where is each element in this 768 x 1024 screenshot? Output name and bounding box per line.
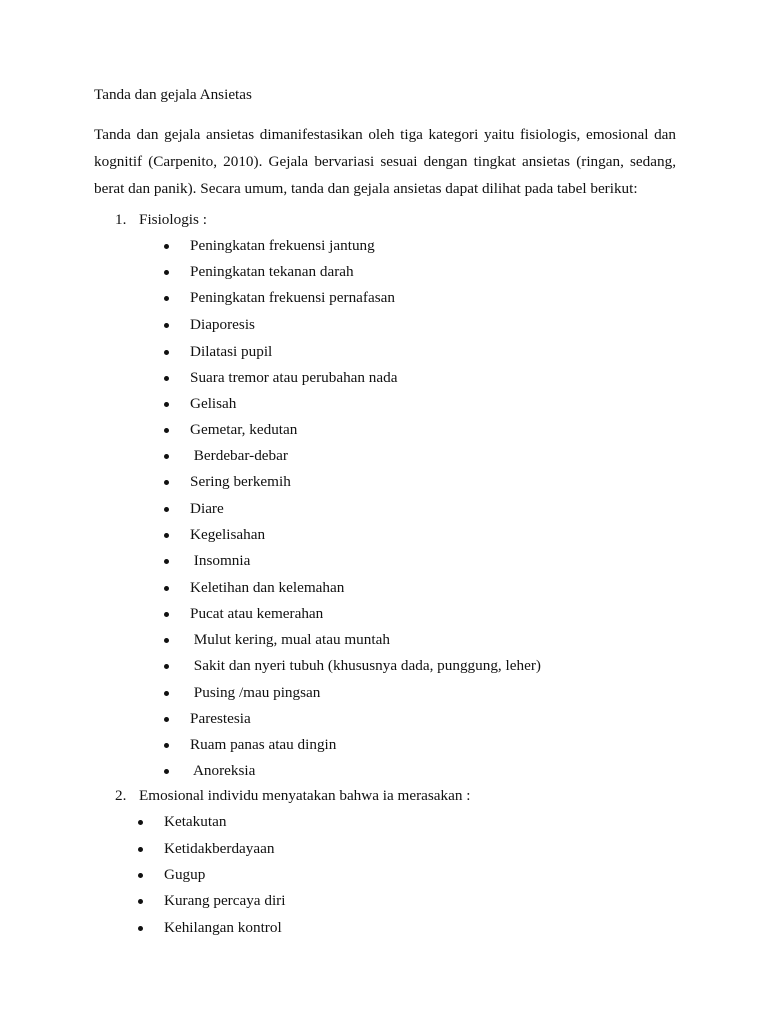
bullet-icon — [164, 743, 169, 748]
bullet-icon — [138, 873, 143, 878]
bullet-icon — [164, 270, 169, 275]
section-number: 2. — [115, 787, 127, 804]
bullet-icon — [138, 899, 143, 904]
bullet-icon — [164, 244, 169, 249]
section-title: Fisiologis : — [139, 211, 207, 228]
paragraph-line: kognitif (Carpenito, 2010). Gejala bervariasi sesuai dengan tingkat ansietas (ringan, sedang, — [94, 153, 676, 170]
bullet-icon — [164, 691, 169, 696]
section-title: Emosional individu menyatakan bahwa ia merasakan : — [139, 787, 471, 804]
intro-paragraph — [94, 121, 676, 202]
bullet-icon — [164, 350, 169, 355]
paragraph-line: berat dan panik). Secara umum, tanda dan gejala ansietas dapat dilihat pada tabel berikut: — [94, 180, 638, 197]
bullet-icon — [164, 638, 169, 643]
bullet-icon — [164, 533, 169, 538]
bullet-icon — [164, 296, 169, 301]
bullet-icon — [164, 769, 169, 774]
bullet-icon — [164, 454, 169, 459]
bullet-icon — [164, 612, 169, 617]
bullet-icon — [138, 847, 143, 852]
bullet-icon — [164, 559, 169, 564]
bullet-icon — [164, 480, 169, 485]
bullet-icon — [164, 323, 169, 328]
bullet-icon — [164, 507, 169, 512]
document-page: Tanda dan gejala Ansietas Tanda dan gejala ansietas dimanifestasikan oleh tiga kategori yaitu fisiologis, emosional dan kognitif (Carpenito, 2010). Gejala bervariasi sesuai dengan tingkat ansietas (ringan, sedang, berat dan panik). Secara umum, tanda dan gejala ansietas dapat dilihat pada tabel berikut: 1. Fisiologis : Peningkatan frekuensi jantung Peningkatan tekanan darah Peningkatan frekuensi pernafasan Diaporesis Dilatasi pupil Suara tremor atau perubahan nada Gelisah Gemetar, kedutan Berdebar-debar Sering berkemih Diare Kegelisahan Insomnia Keletihan dan kelemahan Pucat atau kemerahan Mulut kering, mual atau muntah Sakit dan nyeri tubuh (khususnya dada, punggung, leher) Pusing /mau pingsan Parestesia Ruam panas atau dingin Anoreksia 2. Emosional individu menyatakan bahwa ia merasakan : Ketakutan Ketidakberdayaan Gugup Kurang percaya diri Kehilangan kontrol — [94, 86, 676, 936]
section-2-heading — [115, 787, 471, 805]
section-number: 1. — [115, 211, 127, 228]
bullet-icon — [164, 376, 169, 381]
bullet-icon — [164, 428, 169, 433]
bullet-icon — [164, 664, 169, 669]
section-1-heading — [115, 211, 207, 229]
bullet-icon — [138, 820, 143, 825]
document-heading: Tanda dan gejala Ansietas — [94, 86, 252, 103]
paragraph-line: Tanda dan gejala ansietas dimanifestasikan oleh tiga kategori yaitu fisiologis, emosional dan — [94, 126, 676, 143]
bullet-icon — [164, 586, 169, 591]
bullet-icon — [164, 717, 169, 722]
bullet-icon — [138, 926, 143, 931]
bullet-icon — [164, 402, 169, 407]
